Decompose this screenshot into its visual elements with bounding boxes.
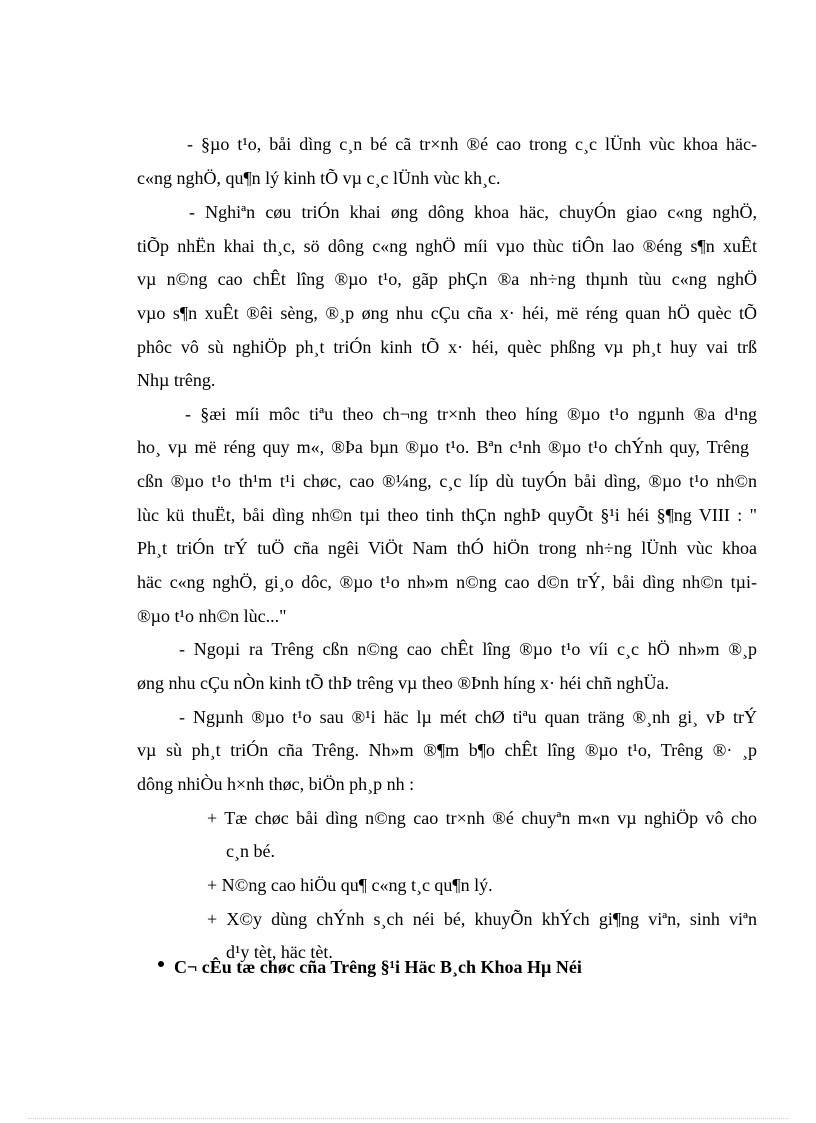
- list-item-1-line-2: c¸n bé.: [226, 841, 275, 861]
- paragraph-2-line-5: phôc vô sù nghiÖp ph¸t triÓn kinh tÕ x· héi, quèc phßng vµ ph¸t huy vai trß: [137, 337, 757, 357]
- bullet-icon: [158, 961, 164, 967]
- paragraph-3-line-3: cßn ®µo t¹o th¹m t¹i chøc, cao ®¼ng, c¸c líp dù tuyÓn båi dìng, ®µo t¹o nh©n: [137, 471, 757, 491]
- paragraph-5-line-1: - Ngµnh ®µo t¹o sau ®¹i häc lµ mét chØ tiªu quan träng ®¸nh gi¸ vÞ trÝ: [179, 707, 757, 727]
- list-item-3-line-2: d¹y tèt, häc tèt.: [226, 942, 333, 962]
- paragraph-1-line-1: - §µo t¹o, båi dìng c¸n bé cã tr×nh ®é cao trong c¸c lÜnh vùc khoa häc-: [187, 134, 757, 154]
- paragraph-2-line-3: vµ n©ng cao chÊt lîng ®µo t¹o, gãp phÇn ®a nh÷ng thµnh tùu c«ng nghÖ: [137, 269, 757, 289]
- list-item-1-line-1: + Tæ chøc båi dìng n©ng cao tr×nh ®é chuyªn m«n vµ nghiÖp vô cho: [207, 808, 757, 828]
- paragraph-3-line-7: ®µo t¹o nh©n lùc...": [137, 606, 287, 626]
- paragraph-5-line-3: dông nhiÒu h×nh thøc, biÖn ph¸p nh :: [137, 774, 415, 794]
- page-bottom-divider: [28, 1118, 788, 1119]
- paragraph-4-line-1: - Ngoµi ra Trêng cßn n©ng cao chÊt lîng ®µo t¹o víi c¸c hÖ nh»m ®¸p: [179, 639, 757, 659]
- paragraph-2-line-2: tiÕp nhËn khai th¸c, sö dông c«ng nghÖ míi vµo thùc tiÔn lao ®éng s¶n xuÊt: [137, 236, 757, 256]
- list-item-2: + N©ng cao hiÖu qu¶ c«ng t¸c qu¶n lý.: [207, 875, 493, 895]
- list-item-3-line-1: + X©y dùng chÝnh s¸ch néi bé, khuyÕn khÝch gi¶ng viªn, sinh viªn: [207, 909, 757, 929]
- paragraph-3-line-4: lùc kü thuËt, båi dìng nh©n tµi theo tinh thÇn nghÞ quyÕt §¹i héi §¶ng VIII : ": [137, 505, 757, 525]
- paragraph-1-line-2: c«ng nghÖ, qu¶n lý kinh tÕ vµ c¸c lÜnh vùc kh¸c.: [137, 168, 501, 188]
- paragraph-5-line-2: vµ sù ph¸t triÓn cña Trêng. Nh»m ®¶m b¶o chÊt lîng ®µo t¹o, Trêng ®· ¸p: [137, 740, 757, 760]
- paragraph-3-line-2: ho¸ vµ më réng quy m«, ®Þa bµn ®µo t¹o. Bªn c¹nh ®µo t¹o chÝnh quy, Trêng: [137, 437, 749, 457]
- paragraph-2-line-6: Nhµ trêng.: [137, 370, 216, 390]
- section-heading: C¬ cÊu tæ chøc cña Trêng §¹i Häc B¸ch Khoa Hµ Néi: [174, 957, 582, 977]
- paragraph-3-line-5: Ph¸t triÓn trÝ tuÖ cña ngêi ViÖt Nam thÓ hiÖn trong nh÷ng lÜnh vùc khoa: [137, 538, 757, 558]
- paragraph-4-line-2: øng nhu cÇu nÒn kinh tÕ thÞ trêng vµ theo ®Þnh híng x· héi chñ nghÜa.: [137, 673, 670, 693]
- paragraph-3-line-6: häc c«ng nghÖ, gi¸o dôc, ®µo t¹o nh»m n©ng cao d©n trÝ, båi dìng nh©n tµi-: [137, 572, 757, 592]
- paragraph-2-line-1: - Nghiªn cøu triÓn khai øng dông khoa häc, chuyÓn giao c«ng nghÖ,: [189, 202, 757, 222]
- paragraph-2-line-4: vµo s¶n xuÊt ®êi sèng, ®¸p øng nhu cÇu cña x· héi, më réng quan hÖ quèc tÕ: [137, 303, 757, 323]
- paragraph-3-line-1: - §æi míi môc tiªu theo ch¬ng tr×nh theo híng ®µo t¹o ngµnh ®a d¹ng: [185, 404, 757, 424]
